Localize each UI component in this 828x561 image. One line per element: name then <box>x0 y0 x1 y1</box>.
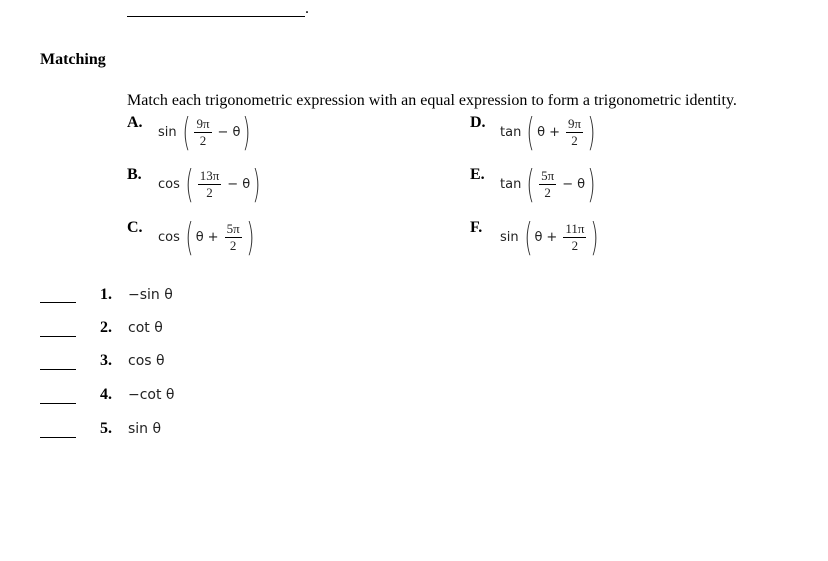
theta-symbol: θ <box>232 124 241 140</box>
trailing-period: . <box>305 0 309 17</box>
function-name: tan <box>500 124 522 140</box>
option-expression-e <box>500 162 599 206</box>
option-letter-c: C. <box>127 219 143 236</box>
answer-blank-top[interactable] <box>127 2 305 17</box>
function-name: sin <box>500 229 519 245</box>
function-name: cos <box>158 229 180 245</box>
question-number-5: 5. <box>100 420 112 437</box>
right-paren: ) <box>587 162 596 206</box>
fraction-denominator: 2 <box>571 132 578 148</box>
operator: − <box>217 124 229 140</box>
fraction-numerator: 5π <box>226 220 240 236</box>
fraction-numerator: 5π <box>541 167 555 183</box>
option-expression-d <box>500 110 599 154</box>
option-expression-b <box>158 162 264 206</box>
option-expression-a <box>158 110 254 154</box>
answer-blank-3[interactable] <box>40 357 76 370</box>
operator: + <box>546 229 558 245</box>
theta-symbol: θ <box>534 229 543 245</box>
function-name: sin <box>158 124 177 140</box>
fraction <box>563 222 586 253</box>
option-letter-f: F. <box>470 219 483 236</box>
question-number-1: 1. <box>100 286 112 303</box>
fraction <box>198 169 222 200</box>
question-text-4: −cot θ <box>128 387 175 403</box>
option-letter-d: D. <box>470 114 486 131</box>
fraction <box>566 117 583 148</box>
question-number-3: 3. <box>100 352 112 369</box>
left-paren: ( <box>181 110 191 154</box>
function-name: tan <box>500 176 522 192</box>
question-text-5: sin θ <box>128 421 162 437</box>
theta-symbol: θ <box>537 124 546 140</box>
fraction-denominator: 2 <box>199 132 207 148</box>
left-paren: ( <box>526 162 535 206</box>
question-text-1: −sin θ <box>128 287 173 303</box>
right-paren: ) <box>590 215 599 259</box>
instructions-text: Match each trigonometric expression with an equal expression to form a trigonometric identity. <box>127 92 737 109</box>
fraction <box>539 169 556 200</box>
question-number-2: 2. <box>100 319 112 336</box>
fraction-denominator: 2 <box>206 184 213 200</box>
operator: − <box>227 176 239 192</box>
left-paren: ( <box>523 215 533 259</box>
fraction-numerator: 13π <box>199 167 220 183</box>
theta-symbol: θ <box>577 176 586 192</box>
question-text-2: cot θ <box>128 320 163 336</box>
answer-blank-1[interactable] <box>40 290 76 303</box>
left-paren: ( <box>526 110 535 154</box>
fraction <box>194 117 211 148</box>
left-paren: ( <box>185 162 194 206</box>
question-number-4: 4. <box>100 386 112 403</box>
answer-blank-4[interactable] <box>40 391 76 404</box>
fraction-denominator: 2 <box>571 237 579 253</box>
option-expression-f <box>500 215 602 259</box>
answer-blank-5[interactable] <box>40 425 76 438</box>
operator: − <box>562 176 574 192</box>
theta-symbol: θ <box>195 229 204 245</box>
answer-blank-2[interactable] <box>40 324 76 337</box>
fraction-numerator: 9π <box>196 115 210 131</box>
question-text-3: cos θ <box>128 353 165 369</box>
option-letter-e: E. <box>470 166 485 183</box>
option-letter-a: A. <box>127 114 143 131</box>
fraction-denominator: 2 <box>544 184 551 200</box>
theta-symbol: θ <box>242 176 251 192</box>
left-paren: ( <box>185 215 194 259</box>
option-letter-b: B. <box>127 166 142 183</box>
right-paren: ) <box>245 215 255 259</box>
function-name: cos <box>158 176 180 192</box>
fraction-denominator: 2 <box>229 237 237 253</box>
right-paren: ) <box>252 162 261 206</box>
right-paren: ) <box>242 110 251 154</box>
operator: + <box>207 229 219 245</box>
fraction-numerator: 9π <box>568 115 582 131</box>
option-expression-c <box>158 215 257 259</box>
right-paren: ) <box>587 110 596 154</box>
operator: + <box>549 124 561 140</box>
fraction-numerator: 11π <box>565 220 585 236</box>
fraction <box>225 222 242 253</box>
section-title: Matching <box>40 51 106 68</box>
